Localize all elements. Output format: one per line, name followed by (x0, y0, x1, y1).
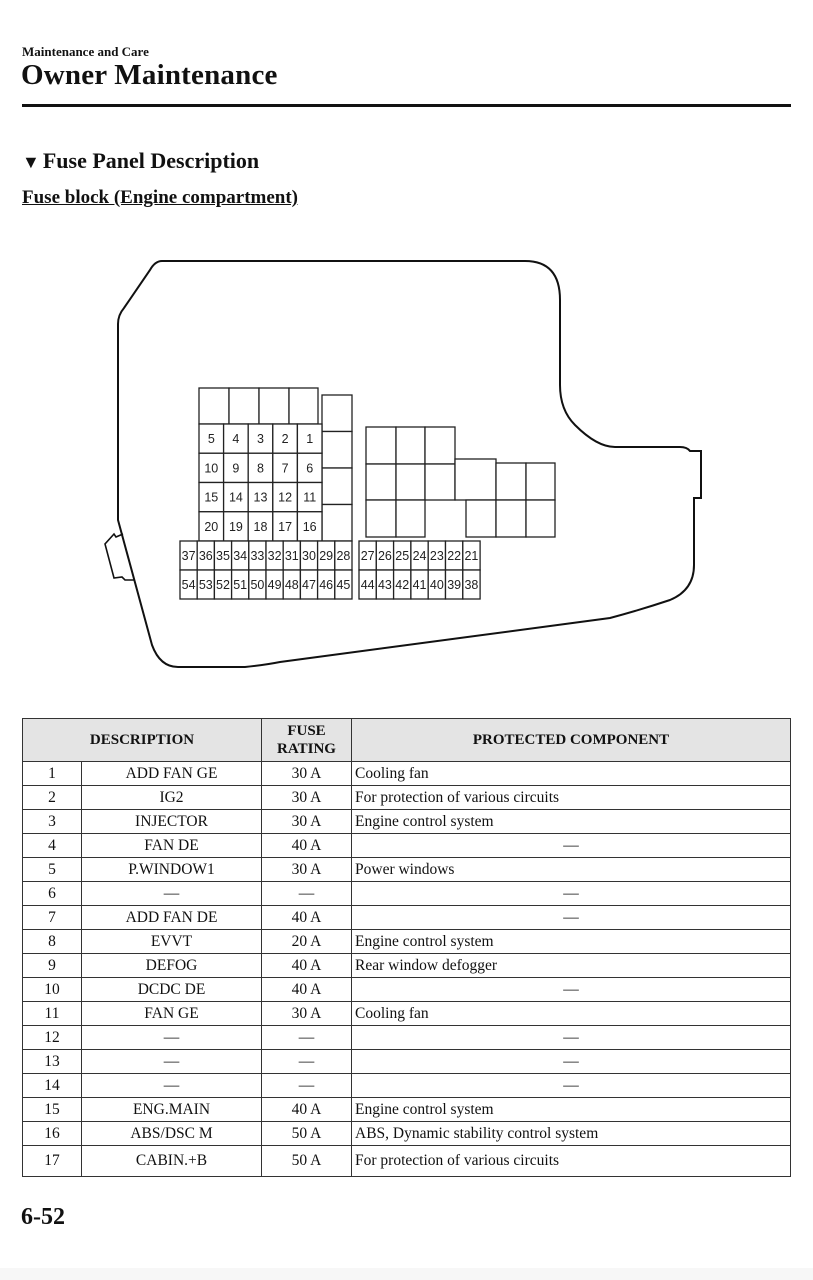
relay-slot (322, 395, 352, 432)
fuse-number-cell: 8 (23, 930, 82, 954)
fuse-name-cell: EVVT (82, 930, 262, 954)
relay-slot (322, 505, 352, 542)
fuse-slot-number: 1 (306, 432, 314, 447)
fuse-rating-cell: — (262, 1050, 352, 1074)
fuse-name-cell: FAN DE (82, 834, 262, 858)
fuse-number-cell: 5 (23, 858, 82, 882)
relay-slot (496, 463, 526, 500)
table-row (23, 786, 791, 810)
fuse-name-cell: — (82, 1026, 262, 1050)
fuse-name-cell: ADD FAN DE (82, 906, 262, 930)
fuse-slot-number: 3 (257, 432, 264, 447)
fuse-slot-number: 40 (429, 578, 444, 592)
fuse-slot-number: 54 (181, 578, 196, 592)
fuse-slot-number: 31 (284, 549, 299, 563)
fuse-slot-number: 51 (233, 578, 248, 592)
fuse-slot-number: 39 (447, 578, 462, 592)
fuse-number-cell: 16 (23, 1122, 82, 1146)
fuse-slot-number: 13 (253, 490, 268, 505)
fuse-rating-cell: 30 A (262, 762, 352, 786)
relay-slot (366, 464, 396, 500)
triangle-down-icon: ▼ (22, 152, 40, 172)
table-row (23, 1122, 791, 1146)
fuse-slot-number: 21 (464, 549, 479, 563)
fuse-slot-number: 49 (267, 578, 282, 592)
relay-slot (526, 463, 555, 500)
subheading: Fuse block (Engine compartment) (22, 187, 299, 208)
table-row (23, 1050, 791, 1074)
fuse-slot-number: 5 (207, 432, 215, 447)
fuse-slot-number: 12 (278, 490, 293, 505)
fuse-number-cell: 6 (23, 882, 82, 906)
fuse-strip-right (359, 541, 480, 599)
fuse-slot-number: 20 (204, 519, 219, 534)
fuse-rating-cell: 40 A (262, 954, 352, 978)
protected-component-cell: — (352, 882, 791, 906)
fuse-block-diagram (0, 240, 813, 680)
relay-slot (396, 427, 425, 464)
fuse-slot-number: 7 (281, 461, 289, 476)
protected-component-cell: Rear window defogger (352, 954, 791, 978)
relay-slot (396, 500, 425, 537)
fuse-slot-number: 15 (204, 490, 219, 505)
fuse-slot-number: 53 (198, 578, 213, 592)
fuse-slot-number: 17 (278, 519, 293, 534)
header-description: DESCRIPTION (23, 719, 262, 762)
section-heading-text: Fuse Panel Description (42, 148, 260, 173)
table-row (23, 1074, 791, 1098)
fuse-slot-number: 18 (253, 519, 268, 534)
fuse-number-cell: 12 (23, 1026, 82, 1050)
relay-slot (496, 500, 526, 537)
protected-component-cell: — (352, 1050, 791, 1074)
fuse-name-cell: — (82, 882, 262, 906)
relay-slot (366, 427, 396, 464)
fuse-name-cell: — (82, 1074, 262, 1098)
fuse-slot-number: 24 (412, 549, 427, 563)
table-row (23, 1026, 791, 1050)
fuse-number-cell: 3 (23, 810, 82, 834)
table-header-row (23, 719, 791, 762)
fuse-rating-cell: 30 A (262, 786, 352, 810)
fuse-name-cell: CABIN.+B (82, 1146, 262, 1177)
fuse-rating-cell: 50 A (262, 1146, 352, 1177)
fuse-slot-number: 27 (360, 549, 375, 563)
protected-component-cell: — (352, 834, 791, 858)
protected-component-cell: — (352, 1074, 791, 1098)
fuse-slot-number: 41 (412, 578, 427, 592)
table-row (23, 930, 791, 954)
fuse-grid-main (199, 424, 322, 541)
fuse-slot-number: 25 (395, 549, 410, 563)
fuse-number-cell: 10 (23, 978, 82, 1002)
fuse-slot-number: 23 (429, 549, 444, 563)
fuse-name-cell: DCDC DE (82, 978, 262, 1002)
protected-component-cell: Engine control system (352, 930, 791, 954)
relay-slot (425, 464, 455, 500)
fuse-slot-number: 35 (216, 549, 230, 563)
fuse-number-cell: 1 (23, 762, 82, 786)
relay-slot (322, 468, 352, 505)
fuse-slot-number: 2 (281, 432, 289, 447)
relay-slot (396, 464, 425, 500)
fuse-name-cell: P.WINDOW1 (82, 858, 262, 882)
title-divider (22, 104, 791, 107)
relay-slot (199, 388, 229, 424)
fuse-rating-cell: — (262, 1074, 352, 1098)
fuse-slot-number: 38 (464, 578, 479, 592)
header-rating-line2: RATING (277, 741, 336, 757)
fuse-slot-number: 47 (302, 578, 316, 592)
fuse-number-cell: 15 (23, 1098, 82, 1122)
fuse-rating-cell: — (262, 882, 352, 906)
fuse-slot-number: 9 (232, 461, 240, 476)
fuse-slot-number: 6 (306, 461, 314, 476)
table-row (23, 1002, 791, 1026)
fuse-number-cell: 2 (23, 786, 82, 810)
relay-slot (259, 388, 289, 424)
page-title: Owner Maintenance (21, 59, 278, 91)
fuse-slot-number: 29 (319, 549, 334, 563)
relay-slot (322, 432, 352, 469)
fuse-rating-cell: 40 A (262, 906, 352, 930)
fuse-rating-cell: — (262, 1026, 352, 1050)
fuse-slot-number: 45 (336, 578, 351, 592)
fuse-rating-cell: 50 A (262, 1122, 352, 1146)
relay-slot (526, 500, 555, 537)
table-row (23, 762, 791, 786)
fuse-slot-number: 48 (284, 578, 299, 592)
section-label: Maintenance and Care (22, 44, 149, 59)
protected-component-cell: For protection of various circuits (352, 1146, 791, 1177)
protected-component-cell: — (352, 978, 791, 1002)
page-number: 6-52 (21, 1204, 65, 1230)
fuse-name-cell: FAN GE (82, 1002, 262, 1026)
fuse-name-cell: IG2 (82, 786, 262, 810)
fuse-slot-number: 42 (395, 578, 410, 592)
fuse-name-cell: ENG.MAIN (82, 1098, 262, 1122)
fuse-slot-number: 10 (204, 461, 219, 476)
connector-tab-left (105, 534, 135, 580)
section-heading (22, 148, 259, 174)
fuse-slot-number: 36 (198, 549, 213, 563)
fuse-slot-number: 37 (181, 549, 196, 563)
relay-slot (366, 500, 396, 537)
fuse-slot-number: 50 (250, 578, 265, 592)
fuse-number-cell: 9 (23, 954, 82, 978)
fuse-slot-number: 28 (336, 549, 351, 563)
fuse-number-cell: 17 (23, 1146, 82, 1177)
protected-component-cell: Cooling fan (352, 762, 791, 786)
table-row (23, 1098, 791, 1122)
fuse-rating-cell: 30 A (262, 810, 352, 834)
fuse-rating-cell: 40 A (262, 1098, 352, 1122)
relay-slot (425, 427, 455, 464)
table-row (23, 906, 791, 930)
table-row (23, 978, 791, 1002)
table-row (23, 858, 791, 882)
protected-component-cell: ABS, Dynamic stability control system (352, 1122, 791, 1146)
header-protected-component: PROTECTED COMPONENT (352, 719, 791, 762)
fuse-rating-cell: 40 A (262, 978, 352, 1002)
table-row (23, 882, 791, 906)
fuse-number-cell: 14 (23, 1074, 82, 1098)
relay-slot (289, 388, 318, 424)
table-row (23, 954, 791, 978)
fuse-slot-number: 44 (360, 578, 375, 592)
fuse-rating-cell: 20 A (262, 930, 352, 954)
fuse-number-cell: 4 (23, 834, 82, 858)
fuse-slot-number: 46 (319, 578, 334, 592)
protected-component-cell: For protection of various circuits (352, 786, 791, 810)
fuse-table (22, 718, 791, 1177)
fuse-rating-cell: 40 A (262, 834, 352, 858)
relay-slot (229, 388, 259, 424)
fuse-rating-cell: 30 A (262, 1002, 352, 1026)
fuse-slot-number: 30 (302, 549, 316, 563)
relay-slot (466, 500, 496, 537)
fuse-slot-number: 33 (250, 549, 265, 563)
table-row (23, 1146, 791, 1177)
fuse-slot-number: 8 (257, 461, 264, 476)
fuse-slot-number: 52 (216, 578, 230, 592)
fuse-number-cell: 11 (23, 1002, 82, 1026)
protected-component-cell: — (352, 906, 791, 930)
protected-component-cell: Cooling fan (352, 1002, 791, 1026)
protected-component-cell: Power windows (352, 858, 791, 882)
table-row (23, 810, 791, 834)
fuse-name-cell: ADD FAN GE (82, 762, 262, 786)
page-bottom-band (0, 1268, 813, 1280)
fuse-slot-number: 14 (228, 490, 243, 505)
fuse-name-cell: ABS/DSC M (82, 1122, 262, 1146)
fuse-slot-number: 19 (228, 519, 243, 534)
fuse-name-cell: INJECTOR (82, 810, 262, 834)
fuse-number-cell: 7 (23, 906, 82, 930)
fuse-name-cell: — (82, 1050, 262, 1074)
fuse-slot-number: 4 (232, 432, 240, 447)
table-row (23, 834, 791, 858)
fuse-slot-number: 34 (233, 549, 248, 563)
fuse-name-cell: DEFOG (82, 954, 262, 978)
protected-component-cell: Engine control system (352, 810, 791, 834)
fuse-slot-number: 43 (377, 578, 392, 592)
header-fuse-rating (262, 719, 352, 762)
protected-component-cell: Engine control system (352, 1098, 791, 1122)
fuse-slot-number: 16 (302, 519, 317, 534)
fuse-strip-left (180, 541, 352, 599)
fuse-slot-number: 32 (267, 549, 282, 563)
fuse-slot-number: 26 (377, 549, 392, 563)
protected-component-cell: — (352, 1026, 791, 1050)
relay-slot (455, 459, 496, 500)
fuse-slot-number: 22 (447, 549, 462, 563)
fuse-number-cell: 13 (23, 1050, 82, 1074)
header-rating-line1: FUSE (287, 723, 326, 739)
fuse-slot-number: 11 (303, 490, 317, 505)
fuse-rating-cell: 30 A (262, 858, 352, 882)
